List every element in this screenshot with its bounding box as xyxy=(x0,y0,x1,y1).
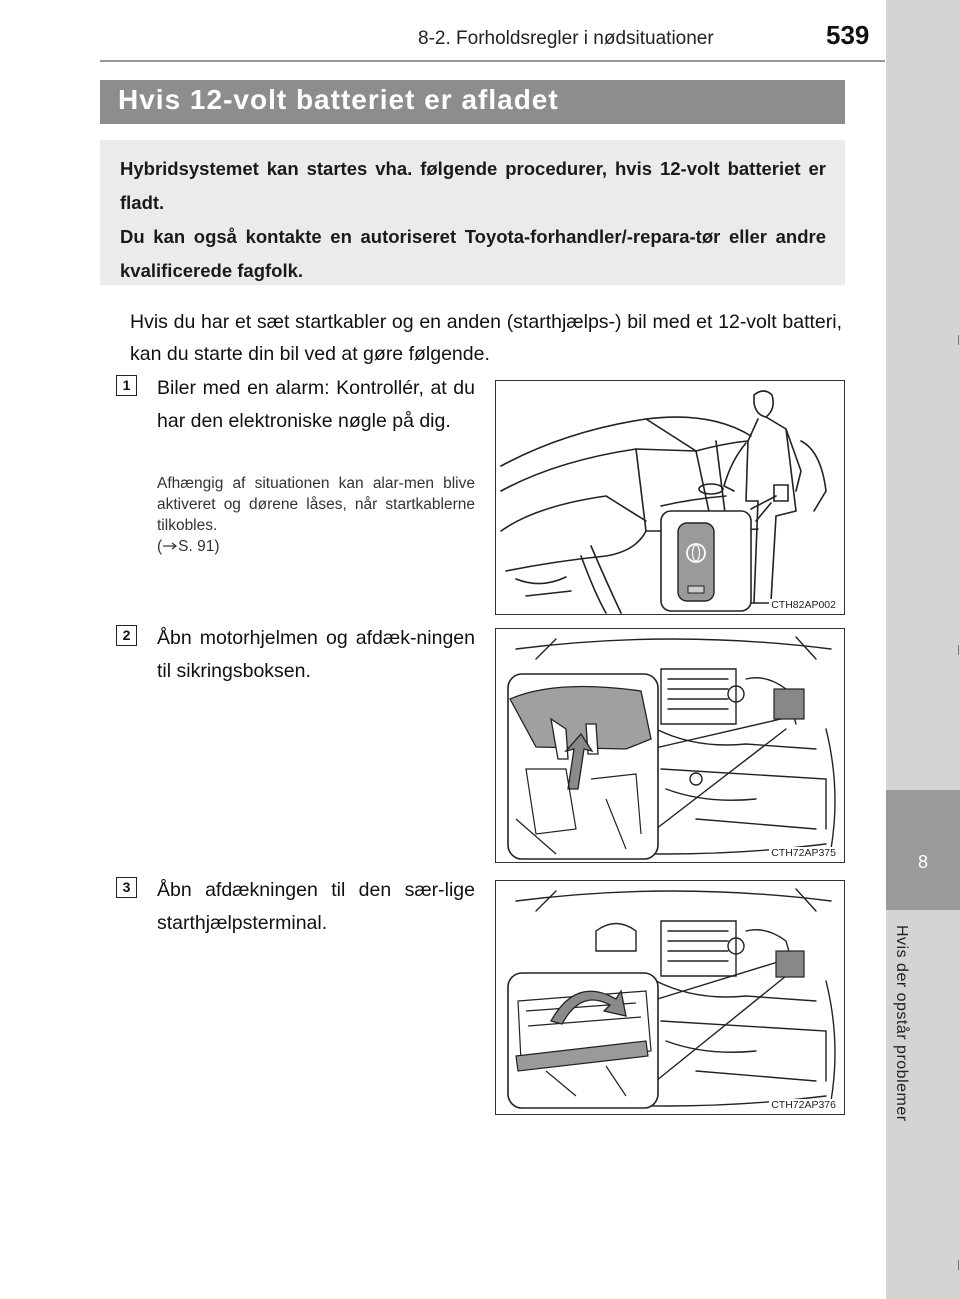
note-text: Afhængig af situationen kan alar-men blive aktiveret og dørene låses, når startkablerne tilkobles. xyxy=(157,475,475,534)
intro-box xyxy=(100,140,845,285)
chapter-number: 8 xyxy=(917,852,928,872)
intro-line: Hybridsystemet kan startes vha. følgende procedurer, hvis 12-volt batteriet er fladt. xyxy=(120,158,826,213)
figure-code: CTH72AP376 xyxy=(771,1099,836,1111)
header-divider xyxy=(100,60,885,62)
step-text: Biler med en alarm: Kontrollér, at du har den elektroniske nøgle på dig. xyxy=(157,377,475,432)
page-reference-link[interactable]: S. 91 xyxy=(178,538,215,555)
step-number-badge: 3 xyxy=(116,877,137,898)
chapter-title: Hvis der opstår problemer xyxy=(893,925,910,1122)
arrow-right-icon xyxy=(162,536,178,557)
step-number-badge: 1 xyxy=(116,375,137,396)
intro-text xyxy=(120,152,826,288)
step-number-badge: 2 xyxy=(116,625,137,646)
engine-bay-jump-terminal-illustration xyxy=(496,881,845,1115)
page-title: Hvis 12-volt batteriet er afladet xyxy=(118,84,559,115)
figure-fuse-box xyxy=(495,628,845,863)
tab-tick-mark xyxy=(958,335,959,345)
step-text: Åbn afdækningen til den sær-lige starthjælpsterminal. xyxy=(157,879,475,934)
figure-jump-terminal xyxy=(495,880,845,1115)
section-heading: 8-2. Forholdsregler i nødsituationer xyxy=(418,28,714,49)
chapter-number-box xyxy=(886,790,960,910)
car-with-key-illustration xyxy=(496,381,845,615)
tab-tick-mark xyxy=(958,1260,959,1270)
tab-tick-mark xyxy=(958,645,959,655)
intro-line: Du kan også kontakte en autoriseret Toyota-forhandler/-repara-tør eller andre kvalificerede fagfolk. xyxy=(120,226,826,281)
step-text: Åbn motorhjelmen og afdæk-ningen til sikringsboksen. xyxy=(157,627,475,682)
page-number: 539 xyxy=(826,20,870,50)
lead-paragraph: Hvis du har et sæt startkabler og en anden (starthjælps-) bil med et 12-volt batteri, kan du starte din bil ved at gøre følgende. xyxy=(130,311,842,365)
figure-code: CTH82AP002 xyxy=(771,599,836,611)
figure-key-check xyxy=(495,380,845,615)
step-note: Afhængig af situationen kan alar-men blive aktiveret og dørene låses, når startkablerne tilkobles. ( S. 91) xyxy=(157,475,475,555)
figure-code: CTH72AP375 xyxy=(771,847,836,859)
page-title-bar xyxy=(100,80,845,124)
engine-bay-fuse-box-illustration xyxy=(496,629,845,863)
